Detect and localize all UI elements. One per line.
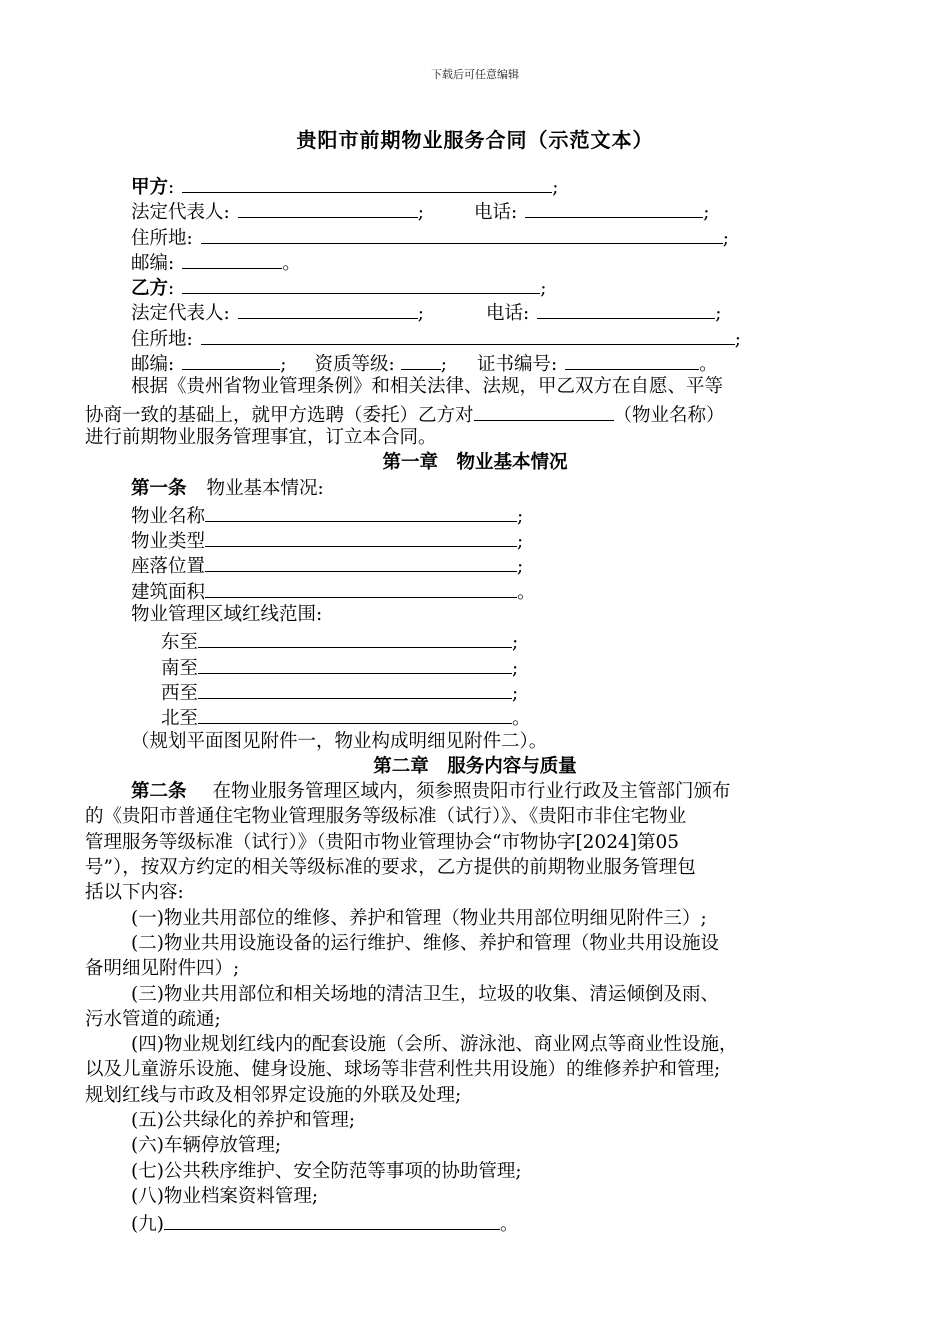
party-b-address-label: 住所地: <box>131 328 193 350</box>
party-a-address-blank[interactable] <box>201 223 723 244</box>
preamble-line-2: 协商一致的基础上，就甲方选聘（委托）乙方对 （物业名称） <box>85 400 865 425</box>
party-a-address-row: 住所地: ; <box>85 223 865 248</box>
article-1: 第一条 物业基本情况: <box>131 477 324 499</box>
red-line-label: 物业管理区域红线范围: <box>131 604 323 626</box>
service-item-line: (二)物业共用设施设备的运行维护、维修、养护和管理（物业共用设施设 <box>131 932 719 954</box>
page-header: 下载后可任意编辑 <box>431 68 519 81</box>
preamble-line-3: 进行前期物业服务管理事宜，订立本合同。 <box>85 426 437 448</box>
party-a-rep-row: 法定代表人: ; 电话: ; <box>85 197 865 222</box>
bound-blank[interactable] <box>198 678 512 699</box>
article-2-line: 号”），按双方约定的相关等级标准的要求，乙方提供的前期物业服务管理包 <box>85 857 696 879</box>
party-b-address-blank[interactable] <box>201 324 735 345</box>
attachment-note: （规划平面图见附件一，物业构成明细见附件二）。 <box>131 730 548 752</box>
party-a-phone-label: 电话: <box>473 202 518 224</box>
party-b-label: 乙方 <box>131 278 169 300</box>
party-a-label: 甲方 <box>131 177 169 198</box>
article-1-label: 第一条 <box>131 477 187 499</box>
service-item-line: 规划红线与市政及相邻界定设施的外联及处理; <box>85 1084 462 1106</box>
service-item-line: 备明细见附件四）; <box>85 958 240 980</box>
field-blank[interactable] <box>205 526 517 547</box>
service-item-line: (四)物业规划红线内的配套设施（会所、游泳池、商业网点等商业性设施， <box>131 1034 738 1056</box>
party-a-legal-rep-blank[interactable] <box>238 197 418 218</box>
party-a-postcode-row: 邮编: 。 <box>85 248 865 273</box>
party-a-postcode-label: 邮编: <box>131 252 175 274</box>
field-row: 物业名称 ; <box>85 501 865 526</box>
field-row: 建筑面积 。 <box>85 577 865 602</box>
party-a-row: 甲方: ; <box>85 172 865 197</box>
party-b-cert-label: 证书编号: <box>476 354 558 376</box>
field-blank[interactable] <box>205 551 517 572</box>
article-2-line: 括以下内容: <box>85 882 184 904</box>
service-item-line: (五)公共绿化的养护和管理; <box>131 1109 356 1131</box>
bound-blank[interactable] <box>198 703 512 724</box>
chapter-2-title: 第二章 服务内容与质量 <box>373 755 577 777</box>
bound-blank[interactable] <box>198 653 512 674</box>
party-b-rep-row: 法定代表人: ; 电话: ; <box>85 298 865 323</box>
article-2-line: 管理服务等级标准（试行）》（贵阳市物业管理协会“市物协字[2024]第05 <box>85 831 680 853</box>
party-b-phone-label: 电话: <box>485 303 530 325</box>
party-b-address-row: 住所地: ; <box>85 324 865 349</box>
service-item-line: (八)物业档案资料管理; <box>131 1185 319 1207</box>
party-a-legal-rep-label: 法定代表人: <box>131 202 230 224</box>
party-b-cert-blank[interactable] <box>565 349 699 370</box>
party-a-postcode-blank[interactable] <box>182 248 282 269</box>
bound-row: 北至 。 <box>85 703 865 728</box>
party-b-legal-rep-blank[interactable] <box>238 298 418 319</box>
service-item-line: 污水管道的疏通; <box>85 1008 221 1030</box>
service-item-line: (六)车辆停放管理; <box>131 1135 282 1157</box>
service-item-9: (九) 。 <box>85 1209 865 1234</box>
preamble-line-1: 根据《贵州省物业管理条例》和相关法律、法规，甲乙双方在自愿、平等 <box>131 376 724 398</box>
field-row: 座落位置 ; <box>85 551 865 576</box>
service-item-line: 以及儿童游乐设施、健身设施、球场等非营利性共用设施）的维修养护和管理; <box>85 1059 721 1081</box>
article-2-line: 的《贵阳市普通住宅物业管理服务等级标准（试行）》、《贵阳市非住宅物业 <box>85 806 687 828</box>
party-b-postcode-blank[interactable] <box>182 349 280 370</box>
service-item-line: (一)物业共用部位的维修、养护和管理（物业共用部位明细见附件三）; <box>131 907 707 929</box>
service-item-9-blank[interactable] <box>164 1209 500 1230</box>
bound-blank[interactable] <box>198 627 512 648</box>
article-2-line: 第二条 在物业服务管理区域内，须参照贵阳市行业行政及主管部门颁布 <box>131 781 731 803</box>
party-b-row: 乙方: ; <box>85 273 865 298</box>
party-b-postcode-row: 邮编: ; 资质等级: ; 证书编号: 。 <box>85 349 865 374</box>
party-b-postcode-label: 邮编: <box>131 354 175 376</box>
service-item-line: (七)公共秩序维护、安全防范等事项的协助管理; <box>131 1160 522 1182</box>
party-b-legal-rep-label: 法定代表人: <box>131 303 230 325</box>
party-a-blank[interactable] <box>182 172 552 193</box>
bound-row: 南至 ; <box>85 653 865 678</box>
bound-row: 西至 ; <box>85 678 865 703</box>
field-row: 物业类型 ; <box>85 526 865 551</box>
field-blank[interactable] <box>205 501 517 522</box>
bound-row: 东至 ; <box>85 627 865 652</box>
contract-body <box>85 172 865 1234</box>
party-a-phone-blank[interactable] <box>525 197 703 218</box>
property-name-blank[interactable] <box>474 400 614 421</box>
party-a-address-label: 住所地: <box>131 227 193 249</box>
party-b-phone-blank[interactable] <box>537 298 715 319</box>
field-blank[interactable] <box>205 577 517 598</box>
party-b-blank[interactable] <box>182 273 540 294</box>
document-title: 贵阳市前期物业服务合同（示范文本） <box>296 128 654 152</box>
article-2-label: 第二条 <box>131 781 187 803</box>
chapter-1-title: 第一章 物业基本情况 <box>382 452 568 474</box>
party-b-qualification-label: 资质等级: <box>314 354 395 376</box>
service-item-line: (三)物业共用部位和相关场地的清洁卫生，垃圾的收集、清运倾倒及雨、 <box>131 983 719 1005</box>
party-b-qualification-blank[interactable] <box>401 349 441 370</box>
